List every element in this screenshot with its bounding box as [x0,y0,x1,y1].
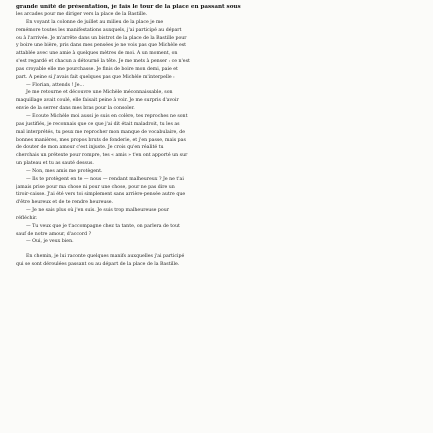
text-line: pas croyable elle me pourchasse. Je finis de boire mon demi, paie et [16,66,178,72]
dialogue-line: — Florian, attends ! Je... [26,82,85,88]
text-line: En voyant la colonne de juillet au milieu de la place je me [26,19,164,25]
text-line: sauf de notre amour, d'accord ? [16,231,92,237]
text-line: Je me retourne et découvre une Michèle méconnaissable, son [26,90,173,96]
text-line: de douter de mon amour c'est injuste. Je crois qu'en réalité tu [16,145,164,151]
dialogue-line: — Tu veux que je t'accompagne chez ta tante, on parlera de tout [26,223,180,229]
dialogue-line: — Ils te protègent en te — nous — rendant malheureux ? Je ne t'ai [26,176,184,182]
text-line: mal interprétés, tu peux me reprocher mon manque de vocabulaire, de [16,129,186,135]
text-line: qui se sont déroulées passant ou au départ de la place de la Bastille. [16,262,180,268]
text-line: grande unité de présentation, je fais le tour de la place en passant sous [16,4,241,10]
dialogue-line: — Écoute Michèle moi aussi je suis en colère, tes reproches ne sont [26,113,188,119]
text-line: En chemin, je lui raconte quelques manifs auxquelles j'ai participé [26,254,185,260]
text-line: bonnes manières, mes propos bruts de fonderie, et j'en passe, mais pas [16,137,186,143]
text-line: un plateau et tu as sauté dessus. [16,161,94,167]
text-line: les arcades pour me diriger vers la place de la Bastille. [16,12,148,17]
text-line: attablée avec une amie à quelques mètres de moi. À un moment, on [16,51,178,57]
text-line: maquillage avait coulé, elle faisait peine à voir. Je me surpris d'avoir [16,98,179,104]
dialogue-line: — Non, mes amis me protègent. [26,168,103,174]
dialogue-line: — Oui, je veux bien. [26,239,74,245]
text-line: pas justifiés, je reconnais que ce que j'ai dit était maladroit, tu les as [16,121,180,127]
text-line: cherchais un prétexte pour rompre, tes « amis » t'en ont apporté un sur [16,153,188,159]
text-line: d'être heureux et de te rendre heureuse. [16,200,114,206]
paragraph-gap [16,246,417,253]
text-line: jamais prise pour ma chose ni pour une chose, pour ne pas dire un [16,184,175,190]
text-line: s'est regardé et chacun a détourné la tête. Je me mets à penser : ce n'est [16,59,190,65]
text-line: tiroir-caisse. J'ai été vers toi simplement sans arrière-pensée autre que [16,192,186,198]
text-line: remémore toutes les manifestations auxquels, j'ai participé au départ [16,27,182,33]
dialogue-line: — Je ne sais plus où j'en suis. Je suis trop malheureuse pour [26,208,170,214]
text-line: y boire une bière, pris dans mes pensées je ne vois pas que Michèle est [16,43,187,49]
text-line: réfléchir. [16,215,38,221]
text-line: envie de la serrer dans mes bras pour la consoler. [16,106,135,112]
text-line: part. À peine si j'avais fait quelques pas que Michèle m'interpelle : [16,74,175,80]
text-line: ou à l'arrivée. Je m'arrête dans un bistrot de la place de la Bastille pour [16,35,187,41]
